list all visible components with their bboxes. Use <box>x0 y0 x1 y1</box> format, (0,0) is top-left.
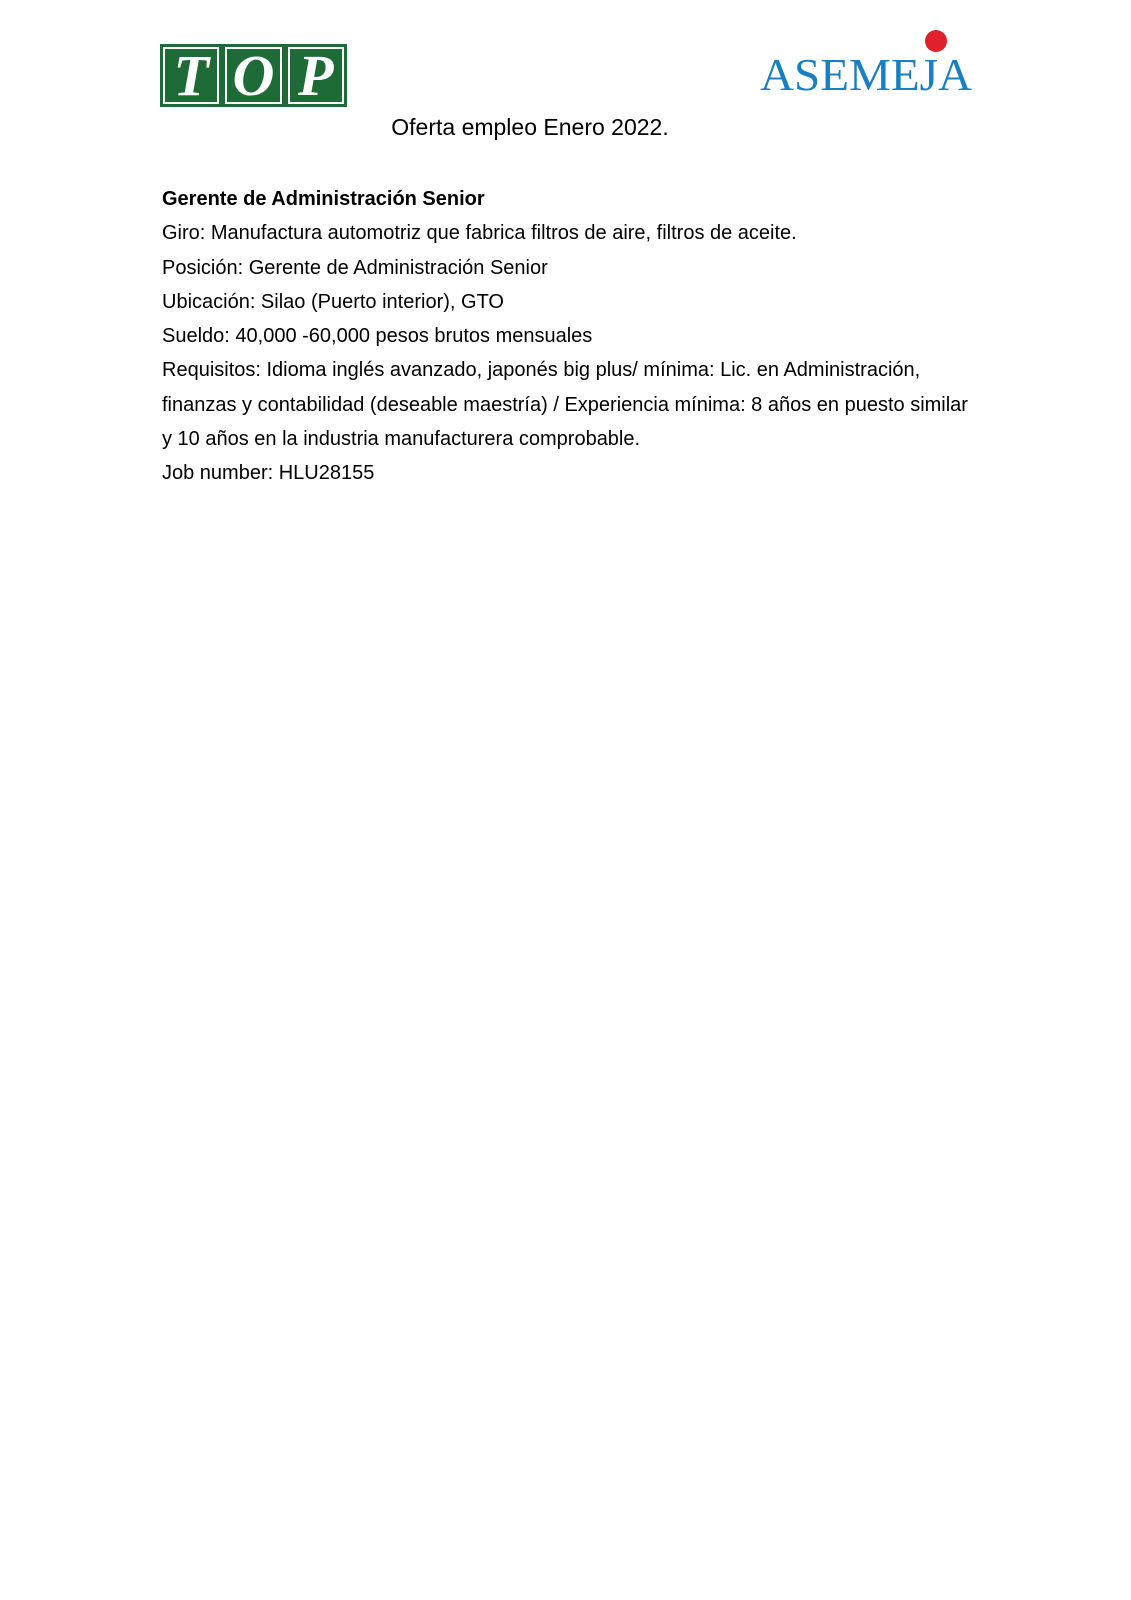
job-number: Job number: HLU28155 <box>162 462 375 485</box>
job-location: Ubicación: Silao (Puerto interior), GTO <box>162 290 504 313</box>
job-heading: Gerente de Administración Senior <box>162 188 485 210</box>
page-title: Oferta empleo Enero 2022. <box>391 114 669 140</box>
job-salary: Sueldo: 40,000 -60,000 pesos brutos mensuales <box>162 325 593 348</box>
asemeja-logo <box>760 28 975 108</box>
top-logo-letter-o: O <box>225 47 281 104</box>
top-logo <box>160 44 347 107</box>
top-logo-letter-p: P <box>288 47 344 104</box>
job-requirements: Requisitos: Idioma inglés avanzado, japonés big plus/ mínima: Lic. en Administración, finanzas y contabilidad (deseable maestría) / Experiencia mínima: 8 años en puesto similar y 10 años en la industria manufacturera comprobable. <box>162 359 968 451</box>
job-offer <box>162 182 972 491</box>
job-industry: Giro: Manufactura automotriz que fabrica filtros de aire, filtros de aceite. <box>162 222 797 245</box>
asemeja-logo-text: ASEMEJA <box>760 49 972 100</box>
job-position: Posición: Gerente de Administración Senior <box>162 256 548 279</box>
top-logo-letter-t: T <box>163 47 219 104</box>
